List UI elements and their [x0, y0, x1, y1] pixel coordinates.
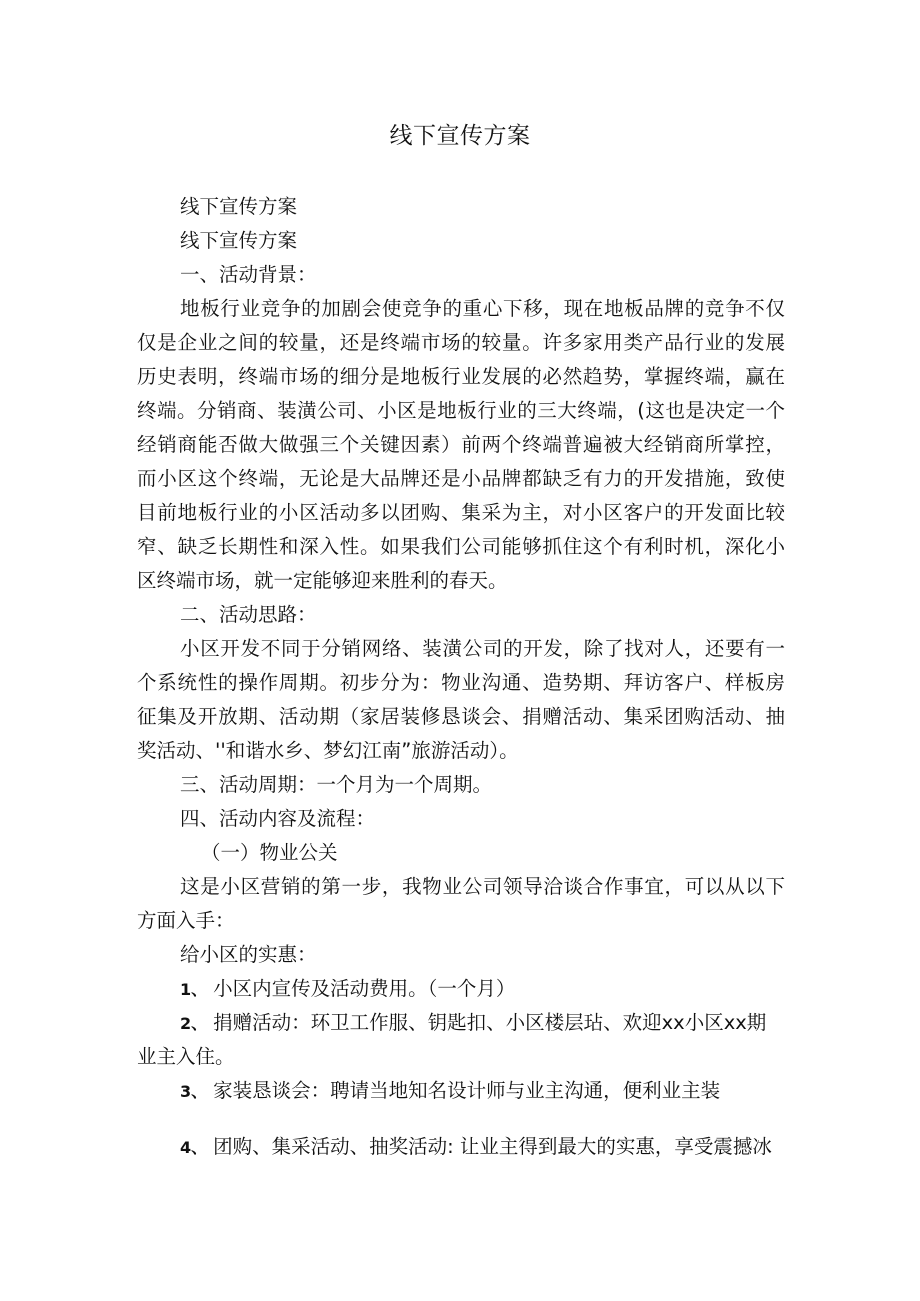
paragraph-line: 奖活动、''和谐水乡、梦幻江南”旅游活动）。 [137, 739, 519, 762]
paragraph-line: 地板行业竞争的加剧会使竞争的重心下移，现在地板品牌的竞争不仅 [180, 297, 785, 320]
section-heading-background: 一、活动背景： [180, 263, 317, 286]
paragraph-line: 历史表明，终端市场的细分是地板行业发展的必然趋势，掌握终端，赢在 [137, 365, 785, 388]
paragraph-line: 经销商能否做大做强三个关键因素）前两个终端普遍被大经销商所掌控， [137, 433, 785, 456]
paragraph-line: 方面入手： [137, 909, 235, 932]
list-item [137, 1074, 785, 1108]
paragraph-line: 终端。分销商、装潢公司、小区是地板行业的三大终端，(这也是决定一个 [137, 399, 785, 422]
paragraph-line: 仅是企业之间的较量，还是终端市场的较量。许多家用类产品行业的发展 [137, 331, 785, 354]
paragraph-line: 窄、缺乏长期性和深入性。如果我们公司能够抓住这个有利时机，深化小 [137, 535, 785, 558]
section-heading-content: 四、活动内容及流程： [180, 807, 376, 830]
paragraph-line: 区终端市场，就一定能够迎来胜利的春天。 [137, 569, 508, 592]
section-heading-approach: 二、活动思路： [180, 603, 317, 626]
list-item-continuation: 业主入住。 [137, 1045, 235, 1068]
list-item-number: 4、 [180, 1138, 208, 1157]
list-item-text: 家装恳谈会：聘请当地知名设计师与业主沟通，便利业主装 [213, 1079, 721, 1102]
list-item-number: 1、 [180, 980, 208, 999]
benefit-heading: 给小区的实惠： [180, 943, 317, 966]
paragraph-line: 目前地板行业的小区活动多以团购、集采为主，对小区客户的开发面比较 [137, 501, 785, 524]
section-heading-cycle: 三、活动周期：一个月为一个周期。 [180, 773, 493, 796]
spacer [137, 1108, 785, 1130]
paragraph-line: 而小区这个终端，无论是大品牌还是小品牌都缺乏有力的开发措施，致使 [137, 467, 785, 490]
document-title: 线下宣传方案 [389, 123, 531, 149]
list-item [137, 1006, 785, 1040]
list-item-text: 捐赠活动：环卫工作服、钥匙扣、小区楼层玷、欢迎xx小区xx期 [213, 1011, 767, 1034]
list-item-text: 团购、集采活动、抽奖活动: 让业主得到最大的实惠，享受震撼冰 [213, 1135, 772, 1158]
list-item-number: 3、 [180, 1082, 208, 1101]
paragraph-line: 小区开发不同于分销网络、装潢公司的开发，除了找对人，还要有一 [180, 637, 785, 660]
document-body [137, 190, 785, 1164]
subtitle-line: 线下宣传方案 [180, 229, 298, 252]
list-item [137, 1130, 785, 1164]
subtitle-line: 线下宣传方案 [180, 195, 298, 218]
list-item-number: 2、 [180, 1014, 208, 1033]
paragraph-line: 个系统性的操作周期。初步分为：物业沟通、造势期、拜访客户、样板房 [137, 671, 785, 694]
list-item [137, 972, 785, 1006]
subsection-heading-property: （一）物业公关 [201, 841, 338, 864]
list-item-text: 小区内宣传及活动费用。（一个月） [213, 977, 516, 1000]
paragraph-line: 这是小区营销的第一步，我物业公司领导洽谈合作事宜，可以从以下 [180, 875, 785, 898]
paragraph-line: 征集及开放期、活动期（家居装修恳谈会、捐赠活动、集采团购活动、抽 [137, 705, 785, 728]
